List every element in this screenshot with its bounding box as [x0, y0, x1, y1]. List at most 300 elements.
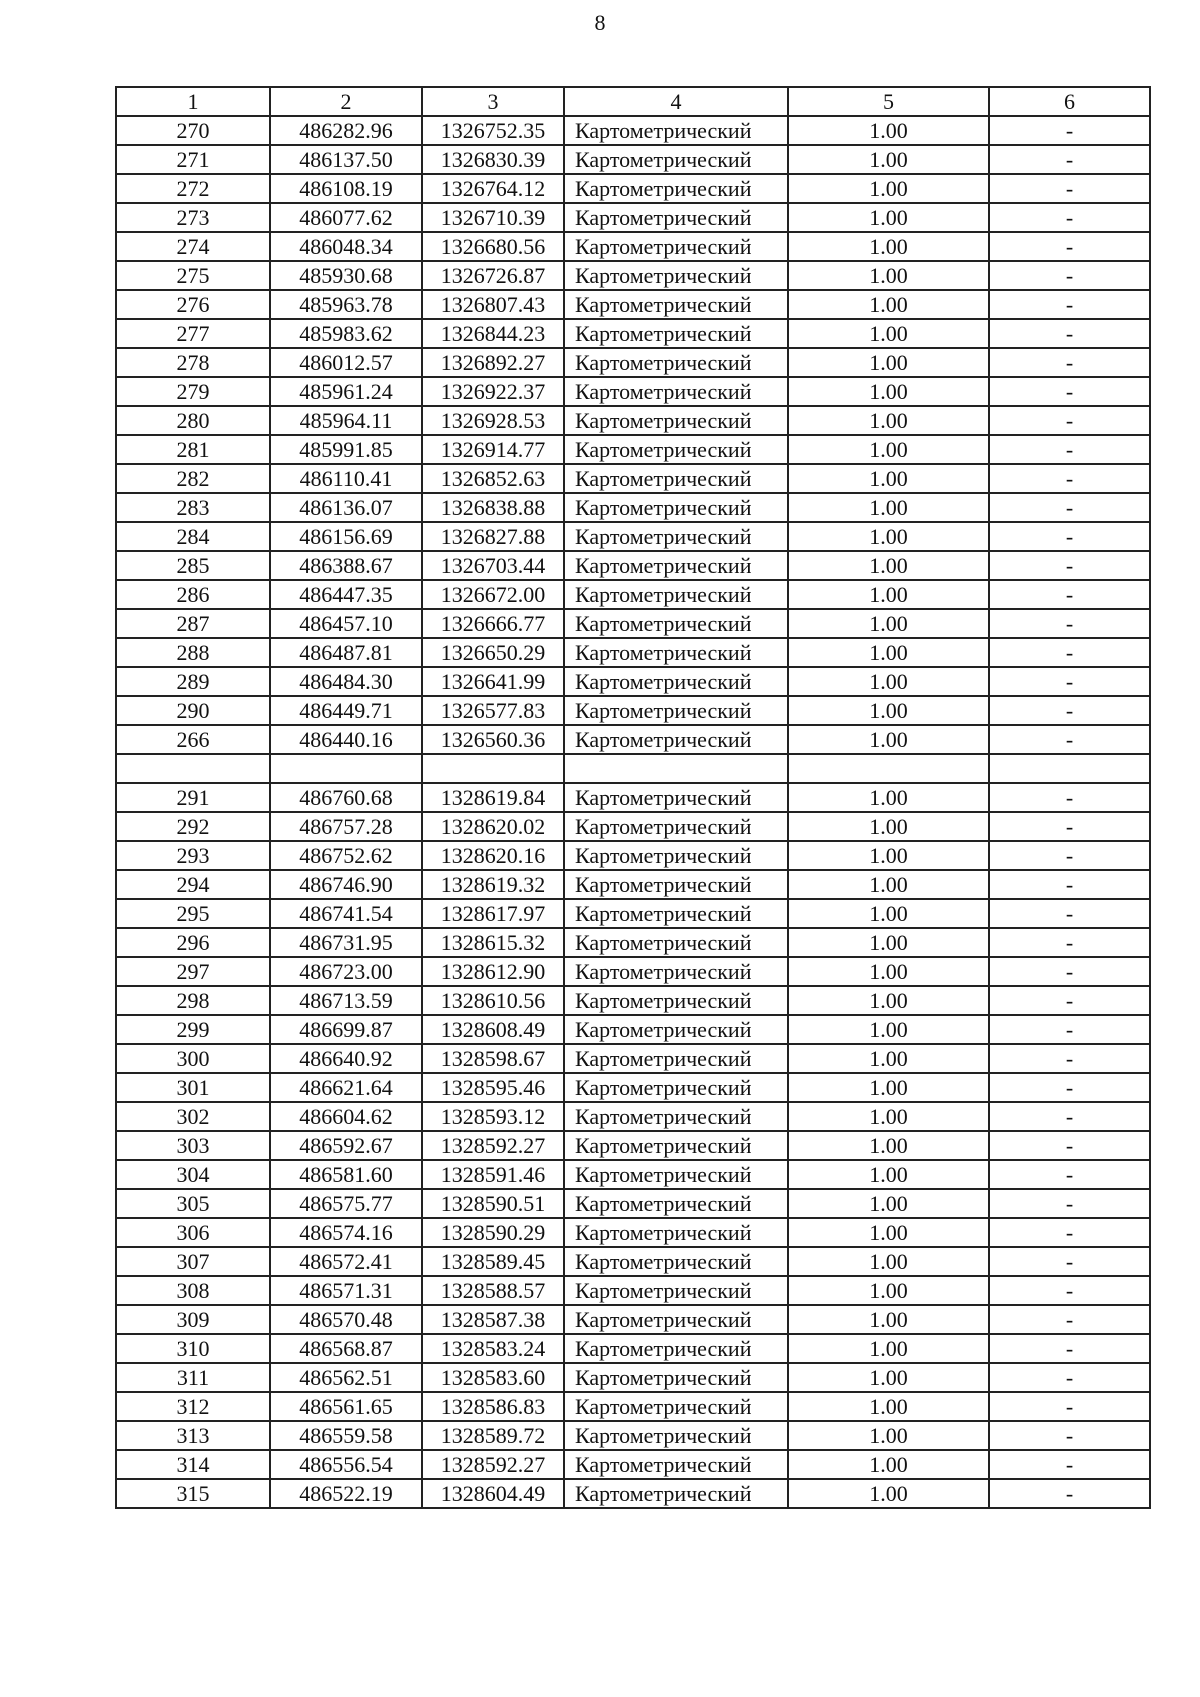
accuracy-cell: 1.00	[788, 580, 989, 609]
y-coordinate-cell: 1326726.87	[422, 261, 564, 290]
point-number-cell: 292	[116, 812, 270, 841]
method-cell: Картометрический	[564, 841, 788, 870]
note-cell: -	[989, 1421, 1150, 1450]
y-coordinate-cell: 1326680.56	[422, 232, 564, 261]
point-number-cell: 310	[116, 1334, 270, 1363]
point-number-cell: 293	[116, 841, 270, 870]
x-coordinate-cell: 486731.95	[270, 928, 422, 957]
table-row	[116, 1334, 1150, 1363]
x-coordinate-cell: 486136.07	[270, 493, 422, 522]
method-cell: Картометрический	[564, 290, 788, 319]
point-number-cell: 281	[116, 435, 270, 464]
y-coordinate-cell: 1326922.37	[422, 377, 564, 406]
x-coordinate-cell: 486487.81	[270, 638, 422, 667]
y-coordinate-cell: 1328620.16	[422, 841, 564, 870]
y-coordinate-cell: 1326764.12	[422, 174, 564, 203]
accuracy-cell: 1.00	[788, 1189, 989, 1218]
point-number-cell: 270	[116, 116, 270, 145]
table-row	[116, 203, 1150, 232]
accuracy-cell: 1.00	[788, 1015, 989, 1044]
column-header: 4	[564, 87, 788, 116]
point-number-cell: 306	[116, 1218, 270, 1247]
point-number-cell: 273	[116, 203, 270, 232]
point-number-cell: 301	[116, 1073, 270, 1102]
table-row	[116, 522, 1150, 551]
note-cell: -	[989, 696, 1150, 725]
point-number-cell: 304	[116, 1160, 270, 1189]
accuracy-cell: 1.00	[788, 319, 989, 348]
x-coordinate-cell: 486048.34	[270, 232, 422, 261]
point-number-cell: 314	[116, 1450, 270, 1479]
x-coordinate-cell: 486156.69	[270, 522, 422, 551]
point-number-cell: 315	[116, 1479, 270, 1508]
x-coordinate-cell: 486752.62	[270, 841, 422, 870]
method-cell: Картометрический	[564, 464, 788, 493]
table-header-row	[116, 87, 1150, 116]
y-coordinate-cell: 1328587.38	[422, 1305, 564, 1334]
point-number-cell: 278	[116, 348, 270, 377]
point-number-cell: 282	[116, 464, 270, 493]
accuracy-cell: 1.00	[788, 957, 989, 986]
note-cell: -	[989, 1334, 1150, 1363]
note-cell: -	[989, 725, 1150, 754]
accuracy-cell: 1.00	[788, 986, 989, 1015]
y-coordinate-cell: 1326892.27	[422, 348, 564, 377]
accuracy-cell: 1.00	[788, 116, 989, 145]
table-row	[116, 957, 1150, 986]
y-coordinate-cell: 1328608.49	[422, 1015, 564, 1044]
point-number-cell: 305	[116, 1189, 270, 1218]
table-row	[116, 638, 1150, 667]
x-coordinate-cell: 486457.10	[270, 609, 422, 638]
y-coordinate-cell: 1328595.46	[422, 1073, 564, 1102]
note-cell: -	[989, 1392, 1150, 1421]
accuracy-cell: 1.00	[788, 1160, 989, 1189]
method-cell: Картометрический	[564, 203, 788, 232]
method-cell: Картометрический	[564, 899, 788, 928]
method-cell: Картометрический	[564, 928, 788, 957]
point-number-cell: 272	[116, 174, 270, 203]
y-coordinate-cell: 1326830.39	[422, 145, 564, 174]
table-row	[116, 1015, 1150, 1044]
x-coordinate-cell: 486757.28	[270, 812, 422, 841]
table-row	[116, 261, 1150, 290]
x-coordinate-cell: 486556.54	[270, 1450, 422, 1479]
method-cell: Картометрический	[564, 1276, 788, 1305]
table-row	[116, 1218, 1150, 1247]
point-number-cell: 289	[116, 667, 270, 696]
x-coordinate-cell: 486440.16	[270, 725, 422, 754]
method-cell: Картометрический	[564, 1363, 788, 1392]
method-cell: Картометрический	[564, 1305, 788, 1334]
accuracy-cell: 1.00	[788, 1363, 989, 1392]
point-number-cell: 307	[116, 1247, 270, 1276]
table-row	[116, 1305, 1150, 1334]
point-number-cell: 299	[116, 1015, 270, 1044]
method-cell: Картометрический	[564, 1218, 788, 1247]
method-cell: Картометрический	[564, 1392, 788, 1421]
x-coordinate-cell: 486592.67	[270, 1131, 422, 1160]
method-cell: Картометрический	[564, 145, 788, 174]
accuracy-cell: 1.00	[788, 725, 989, 754]
x-coordinate-cell: 486741.54	[270, 899, 422, 928]
note-cell: -	[989, 986, 1150, 1015]
note-cell: -	[989, 1015, 1150, 1044]
table-row	[116, 870, 1150, 899]
y-coordinate-cell: 1326852.63	[422, 464, 564, 493]
accuracy-cell: 1.00	[788, 522, 989, 551]
accuracy-cell: 1.00	[788, 1218, 989, 1247]
method-cell: Картометрический	[564, 725, 788, 754]
point-number-cell: 280	[116, 406, 270, 435]
point-number-cell: 286	[116, 580, 270, 609]
x-coordinate-cell: 486449.71	[270, 696, 422, 725]
point-number-cell: 311	[116, 1363, 270, 1392]
table-row	[116, 1102, 1150, 1131]
y-coordinate-cell: 1326827.88	[422, 522, 564, 551]
accuracy-cell: 1.00	[788, 783, 989, 812]
point-number-cell: 297	[116, 957, 270, 986]
note-cell: -	[989, 1044, 1150, 1073]
y-coordinate-cell: 1326650.29	[422, 638, 564, 667]
method-cell: Картометрический	[564, 696, 788, 725]
y-coordinate-cell: 1328589.45	[422, 1247, 564, 1276]
point-number-cell: 277	[116, 319, 270, 348]
method-cell: Картометрический	[564, 435, 788, 464]
note-cell: -	[989, 116, 1150, 145]
y-coordinate-cell: 1326710.39	[422, 203, 564, 232]
x-coordinate-cell: 485930.68	[270, 261, 422, 290]
y-coordinate-cell: 1328590.29	[422, 1218, 564, 1247]
accuracy-cell: 1.00	[788, 203, 989, 232]
y-coordinate-cell: 1326928.53	[422, 406, 564, 435]
y-coordinate-cell: 1328586.83	[422, 1392, 564, 1421]
x-coordinate-cell: 485991.85	[270, 435, 422, 464]
point-number-cell: 283	[116, 493, 270, 522]
accuracy-cell: 1.00	[788, 841, 989, 870]
table-body	[116, 116, 1150, 1508]
x-coordinate-cell: 486760.68	[270, 783, 422, 812]
x-coordinate-cell: 486604.62	[270, 1102, 422, 1131]
y-coordinate-cell: 1326666.77	[422, 609, 564, 638]
point-number-cell: 287	[116, 609, 270, 638]
table-row	[116, 986, 1150, 1015]
point-number-cell: 291	[116, 783, 270, 812]
accuracy-cell: 1.00	[788, 493, 989, 522]
y-coordinate-cell: 1328593.12	[422, 1102, 564, 1131]
accuracy-cell: 1.00	[788, 1479, 989, 1508]
x-coordinate-cell: 486522.19	[270, 1479, 422, 1508]
method-cell: Картометрический	[564, 406, 788, 435]
note-cell: -	[989, 899, 1150, 928]
y-coordinate-cell: 1326752.35	[422, 116, 564, 145]
point-number-cell	[116, 754, 270, 783]
x-coordinate-cell: 486012.57	[270, 348, 422, 377]
point-number-cell: 274	[116, 232, 270, 261]
x-coordinate-cell: 486484.30	[270, 667, 422, 696]
accuracy-cell: 1.00	[788, 1044, 989, 1073]
method-cell: Картометрический	[564, 1189, 788, 1218]
x-coordinate-cell	[270, 754, 422, 783]
note-cell: -	[989, 522, 1150, 551]
note-cell: -	[989, 290, 1150, 319]
x-coordinate-cell: 486746.90	[270, 870, 422, 899]
point-number-cell: 298	[116, 986, 270, 1015]
accuracy-cell: 1.00	[788, 1073, 989, 1102]
method-cell: Картометрический	[564, 580, 788, 609]
method-cell: Картометрический	[564, 1044, 788, 1073]
y-coordinate-cell: 1328592.27	[422, 1131, 564, 1160]
y-coordinate-cell: 1328592.27	[422, 1450, 564, 1479]
y-coordinate-cell: 1328619.84	[422, 783, 564, 812]
note-cell: -	[989, 870, 1150, 899]
accuracy-cell: 1.00	[788, 1247, 989, 1276]
column-header: 6	[989, 87, 1150, 116]
note-cell: -	[989, 1450, 1150, 1479]
note-cell: -	[989, 812, 1150, 841]
x-coordinate-cell: 486559.58	[270, 1421, 422, 1450]
note-cell: -	[989, 841, 1150, 870]
accuracy-cell: 1.00	[788, 667, 989, 696]
table-row	[116, 1276, 1150, 1305]
note-cell: -	[989, 493, 1150, 522]
note-cell: -	[989, 203, 1150, 232]
point-number-cell: 296	[116, 928, 270, 957]
table-row	[116, 725, 1150, 754]
x-coordinate-cell: 486571.31	[270, 1276, 422, 1305]
table-row	[116, 1189, 1150, 1218]
y-coordinate-cell: 1326641.99	[422, 667, 564, 696]
point-number-cell: 313	[116, 1421, 270, 1450]
note-cell: -	[989, 1189, 1150, 1218]
y-coordinate-cell: 1328589.72	[422, 1421, 564, 1450]
method-cell: Картометрический	[564, 1450, 788, 1479]
note-cell: -	[989, 319, 1150, 348]
coordinates-table	[115, 86, 1151, 1509]
method-cell: Картометрический	[564, 957, 788, 986]
note-cell: -	[989, 348, 1150, 377]
table-row	[116, 1073, 1150, 1102]
x-coordinate-cell: 486447.35	[270, 580, 422, 609]
accuracy-cell: 1.00	[788, 232, 989, 261]
note-cell: -	[989, 406, 1150, 435]
point-number-cell: 266	[116, 725, 270, 754]
point-number-cell: 284	[116, 522, 270, 551]
method-cell: Картометрический	[564, 522, 788, 551]
note-cell: -	[989, 551, 1150, 580]
method-cell: Картометрический	[564, 1160, 788, 1189]
y-coordinate-cell: 1328590.51	[422, 1189, 564, 1218]
note-cell: -	[989, 638, 1150, 667]
note-cell: -	[989, 1479, 1150, 1508]
column-header: 3	[422, 87, 564, 116]
point-number-cell: 300	[116, 1044, 270, 1073]
method-cell: Картометрический	[564, 116, 788, 145]
accuracy-cell: 1.00	[788, 406, 989, 435]
method-cell: Картометрический	[564, 1073, 788, 1102]
column-header: 2	[270, 87, 422, 116]
method-cell	[564, 754, 788, 783]
table-row	[116, 435, 1150, 464]
y-coordinate-cell: 1326577.83	[422, 696, 564, 725]
point-number-cell: 308	[116, 1276, 270, 1305]
point-number-cell: 271	[116, 145, 270, 174]
table-row	[116, 551, 1150, 580]
accuracy-cell: 1.00	[788, 1102, 989, 1131]
y-coordinate-cell: 1326914.77	[422, 435, 564, 464]
note-cell: -	[989, 1131, 1150, 1160]
table-row	[116, 928, 1150, 957]
table-row	[116, 1479, 1150, 1508]
table-row	[116, 464, 1150, 493]
table-row	[116, 377, 1150, 406]
y-coordinate-cell: 1328610.56	[422, 986, 564, 1015]
point-number-cell: 279	[116, 377, 270, 406]
y-coordinate-cell: 1328604.49	[422, 1479, 564, 1508]
note-cell: -	[989, 957, 1150, 986]
table-row	[116, 1392, 1150, 1421]
x-coordinate-cell: 486562.51	[270, 1363, 422, 1392]
accuracy-cell: 1.00	[788, 261, 989, 290]
point-number-cell: 288	[116, 638, 270, 667]
x-coordinate-cell: 486575.77	[270, 1189, 422, 1218]
note-cell: -	[989, 783, 1150, 812]
y-coordinate-cell	[422, 754, 564, 783]
table-row	[116, 667, 1150, 696]
y-coordinate-cell: 1326838.88	[422, 493, 564, 522]
accuracy-cell: 1.00	[788, 290, 989, 319]
table-row	[116, 1131, 1150, 1160]
method-cell: Картометрический	[564, 319, 788, 348]
method-cell: Картометрический	[564, 1131, 788, 1160]
table-row	[116, 1363, 1150, 1392]
x-coordinate-cell: 486388.67	[270, 551, 422, 580]
table-row	[116, 1247, 1150, 1276]
y-coordinate-cell: 1328583.60	[422, 1363, 564, 1392]
x-coordinate-cell: 486574.16	[270, 1218, 422, 1247]
y-coordinate-cell: 1328588.57	[422, 1276, 564, 1305]
y-coordinate-cell: 1328598.67	[422, 1044, 564, 1073]
x-coordinate-cell: 485961.24	[270, 377, 422, 406]
point-number-cell: 303	[116, 1131, 270, 1160]
point-number-cell: 276	[116, 290, 270, 319]
note-cell: -	[989, 609, 1150, 638]
method-cell: Картометрический	[564, 783, 788, 812]
point-number-cell: 302	[116, 1102, 270, 1131]
x-coordinate-cell: 486723.00	[270, 957, 422, 986]
accuracy-cell: 1.00	[788, 899, 989, 928]
table-row	[116, 348, 1150, 377]
method-cell: Картометрический	[564, 986, 788, 1015]
x-coordinate-cell: 486110.41	[270, 464, 422, 493]
x-coordinate-cell: 486561.65	[270, 1392, 422, 1421]
note-cell: -	[989, 174, 1150, 203]
accuracy-cell: 1.00	[788, 464, 989, 493]
table-row	[116, 493, 1150, 522]
accuracy-cell: 1.00	[788, 609, 989, 638]
accuracy-cell: 1.00	[788, 435, 989, 464]
x-coordinate-cell: 486713.59	[270, 986, 422, 1015]
table-row	[116, 1044, 1150, 1073]
point-number-cell: 309	[116, 1305, 270, 1334]
table-row	[116, 783, 1150, 812]
x-coordinate-cell: 486699.87	[270, 1015, 422, 1044]
accuracy-cell: 1.00	[788, 928, 989, 957]
note-cell: -	[989, 232, 1150, 261]
accuracy-cell: 1.00	[788, 1131, 989, 1160]
point-number-cell: 294	[116, 870, 270, 899]
x-coordinate-cell: 486570.48	[270, 1305, 422, 1334]
note-cell: -	[989, 1247, 1150, 1276]
y-coordinate-cell: 1328591.46	[422, 1160, 564, 1189]
note-cell: -	[989, 1218, 1150, 1247]
table-row	[116, 290, 1150, 319]
x-coordinate-cell: 486137.50	[270, 145, 422, 174]
note-cell: -	[989, 145, 1150, 174]
page-number: 8	[594, 10, 606, 35]
note-cell: -	[989, 435, 1150, 464]
accuracy-cell: 1.00	[788, 812, 989, 841]
method-cell: Картометрический	[564, 348, 788, 377]
accuracy-cell: 1.00	[788, 1450, 989, 1479]
note-cell: -	[989, 928, 1150, 957]
note-cell: -	[989, 377, 1150, 406]
y-coordinate-cell: 1326844.23	[422, 319, 564, 348]
accuracy-cell: 1.00	[788, 348, 989, 377]
accuracy-cell: 1.00	[788, 551, 989, 580]
method-cell: Картометрический	[564, 1421, 788, 1450]
y-coordinate-cell: 1326560.36	[422, 725, 564, 754]
method-cell: Картометрический	[564, 1015, 788, 1044]
accuracy-cell: 1.00	[788, 638, 989, 667]
column-header: 1	[116, 87, 270, 116]
point-number-cell: 275	[116, 261, 270, 290]
method-cell: Картометрический	[564, 1334, 788, 1363]
table-row	[116, 609, 1150, 638]
table-row	[116, 174, 1150, 203]
x-coordinate-cell: 486108.19	[270, 174, 422, 203]
table-row	[116, 406, 1150, 435]
accuracy-cell: 1.00	[788, 377, 989, 406]
y-coordinate-cell: 1328620.02	[422, 812, 564, 841]
x-coordinate-cell: 486282.96	[270, 116, 422, 145]
column-header: 5	[788, 87, 989, 116]
note-cell: -	[989, 667, 1150, 696]
note-cell: -	[989, 1160, 1150, 1189]
method-cell: Картометрический	[564, 609, 788, 638]
point-number-cell: 295	[116, 899, 270, 928]
method-cell: Картометрический	[564, 261, 788, 290]
table-row	[116, 232, 1150, 261]
table-row	[116, 1450, 1150, 1479]
table-row	[116, 1421, 1150, 1450]
note-cell: -	[989, 580, 1150, 609]
accuracy-cell: 1.00	[788, 696, 989, 725]
x-coordinate-cell: 486581.60	[270, 1160, 422, 1189]
method-cell: Картометрический	[564, 174, 788, 203]
x-coordinate-cell: 485963.78	[270, 290, 422, 319]
table-row	[116, 696, 1150, 725]
y-coordinate-cell: 1326672.00	[422, 580, 564, 609]
method-cell: Картометрический	[564, 870, 788, 899]
method-cell: Картометрический	[564, 551, 788, 580]
x-coordinate-cell: 485983.62	[270, 319, 422, 348]
method-cell: Картометрический	[564, 493, 788, 522]
y-coordinate-cell: 1326703.44	[422, 551, 564, 580]
note-cell: -	[989, 1073, 1150, 1102]
table-row	[116, 899, 1150, 928]
accuracy-cell: 1.00	[788, 1305, 989, 1334]
